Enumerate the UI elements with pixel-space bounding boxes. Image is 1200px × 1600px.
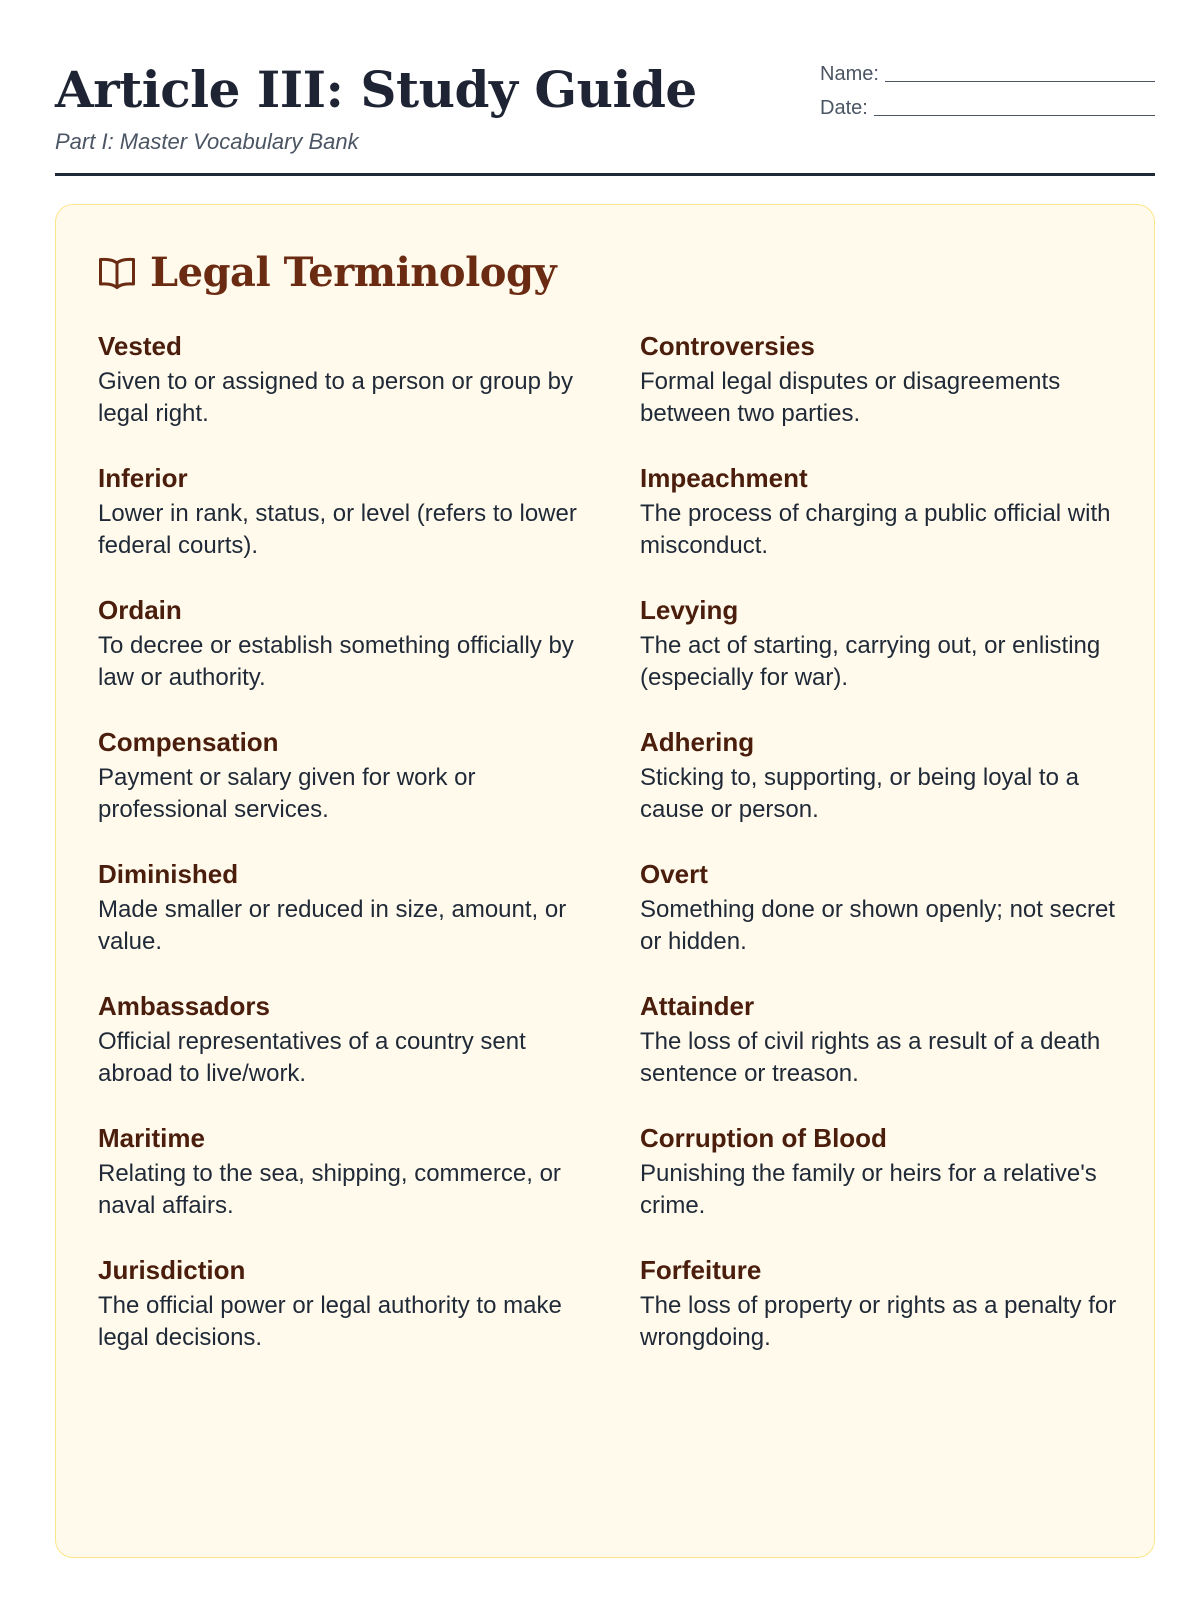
term-entry [98,593,598,725]
study-guide-page [55,0,1155,1600]
student-info [820,56,1155,124]
term-definition: To decree or establish something officially by law or authority. [98,632,574,691]
term-entry [640,1253,1140,1385]
term-word: Adhering [640,727,755,757]
term-entry [640,1121,1140,1253]
term-definition: The act of starting, carrying out, or enlisting (especially for war). [640,632,1101,691]
term-word: Overt [640,859,708,889]
term-word: Maritime [98,1123,205,1153]
term-word: Ambassadors [98,991,270,1021]
term-definition: Something done or shown openly; not secret or hidden. [640,896,1115,955]
date-label: Date: [820,97,868,119]
term-word: Ordain [98,595,182,625]
term-entry [98,725,598,857]
date-row [820,90,1155,120]
terms-grid [98,329,1117,1385]
term-entry [640,329,1140,461]
open-book-icon [98,256,136,290]
term-entry [640,725,1140,857]
term-entry [640,593,1140,725]
date-blank-line[interactable] [874,95,1155,116]
term-entry [98,989,598,1121]
term-definition: The loss of civil rights as a result of a death sentence or treason. [640,1028,1101,1087]
page-header [55,0,1155,176]
term-definition: Payment or salary given for work or professional services. [98,764,476,823]
term-definition: Given to or assigned to a person or group by legal right. [98,368,573,427]
term-word: Levying [640,595,739,625]
term-word: Compensation [98,727,279,757]
term-entry [98,1121,598,1253]
term-entry [640,989,1140,1121]
term-word: Diminished [98,859,239,889]
term-definition: Official representatives of a country sent abroad to live/work. [98,1028,526,1087]
term-word: Corruption of Blood [640,1123,887,1153]
term-word: Forfeiture [640,1255,762,1285]
term-definition: Punishing the family or heirs for a relative's crime. [640,1160,1097,1219]
term-entry [98,329,598,461]
term-entry [640,857,1140,989]
name-label: Name: [820,63,879,85]
term-entry [98,857,598,989]
term-entry [640,461,1140,593]
term-word: Controversies [640,331,815,361]
term-definition: Made smaller or reduced in size, amount, or value. [98,896,567,955]
term-word: Inferior [98,463,188,493]
term-entry [98,461,598,593]
term-definition: Sticking to, supporting, or being loyal to a cause or person. [640,764,1079,823]
term-definition: Formal legal disputes or disagreements between two parties. [640,368,1061,427]
term-definition: The loss of property or rights as a penalty for wrongdoing. [640,1292,1117,1351]
page-subtitle: Part I: Master Vocabulary Bank [55,129,359,154]
term-word: Impeachment [640,463,808,493]
term-definition: Relating to the sea, shipping, commerce, or naval affairs. [98,1160,561,1219]
name-blank-line[interactable] [885,61,1155,82]
vocabulary-card [55,204,1155,1558]
term-entry [98,1253,598,1385]
term-word: Attainder [640,991,755,1021]
term-definition: The official power or legal authority to make legal decisions. [98,1292,562,1351]
page-title: Article III: Study Guide [55,60,697,119]
term-definition: The process of charging a public official with misconduct. [640,500,1111,559]
card-title: Legal Terminology [150,249,557,296]
card-heading [98,245,556,301]
term-definition: Lower in rank, status, or level (refers to lower federal courts). [98,500,577,559]
term-word: Jurisdiction [98,1255,246,1285]
name-row [820,56,1155,86]
term-word: Vested [98,331,182,361]
